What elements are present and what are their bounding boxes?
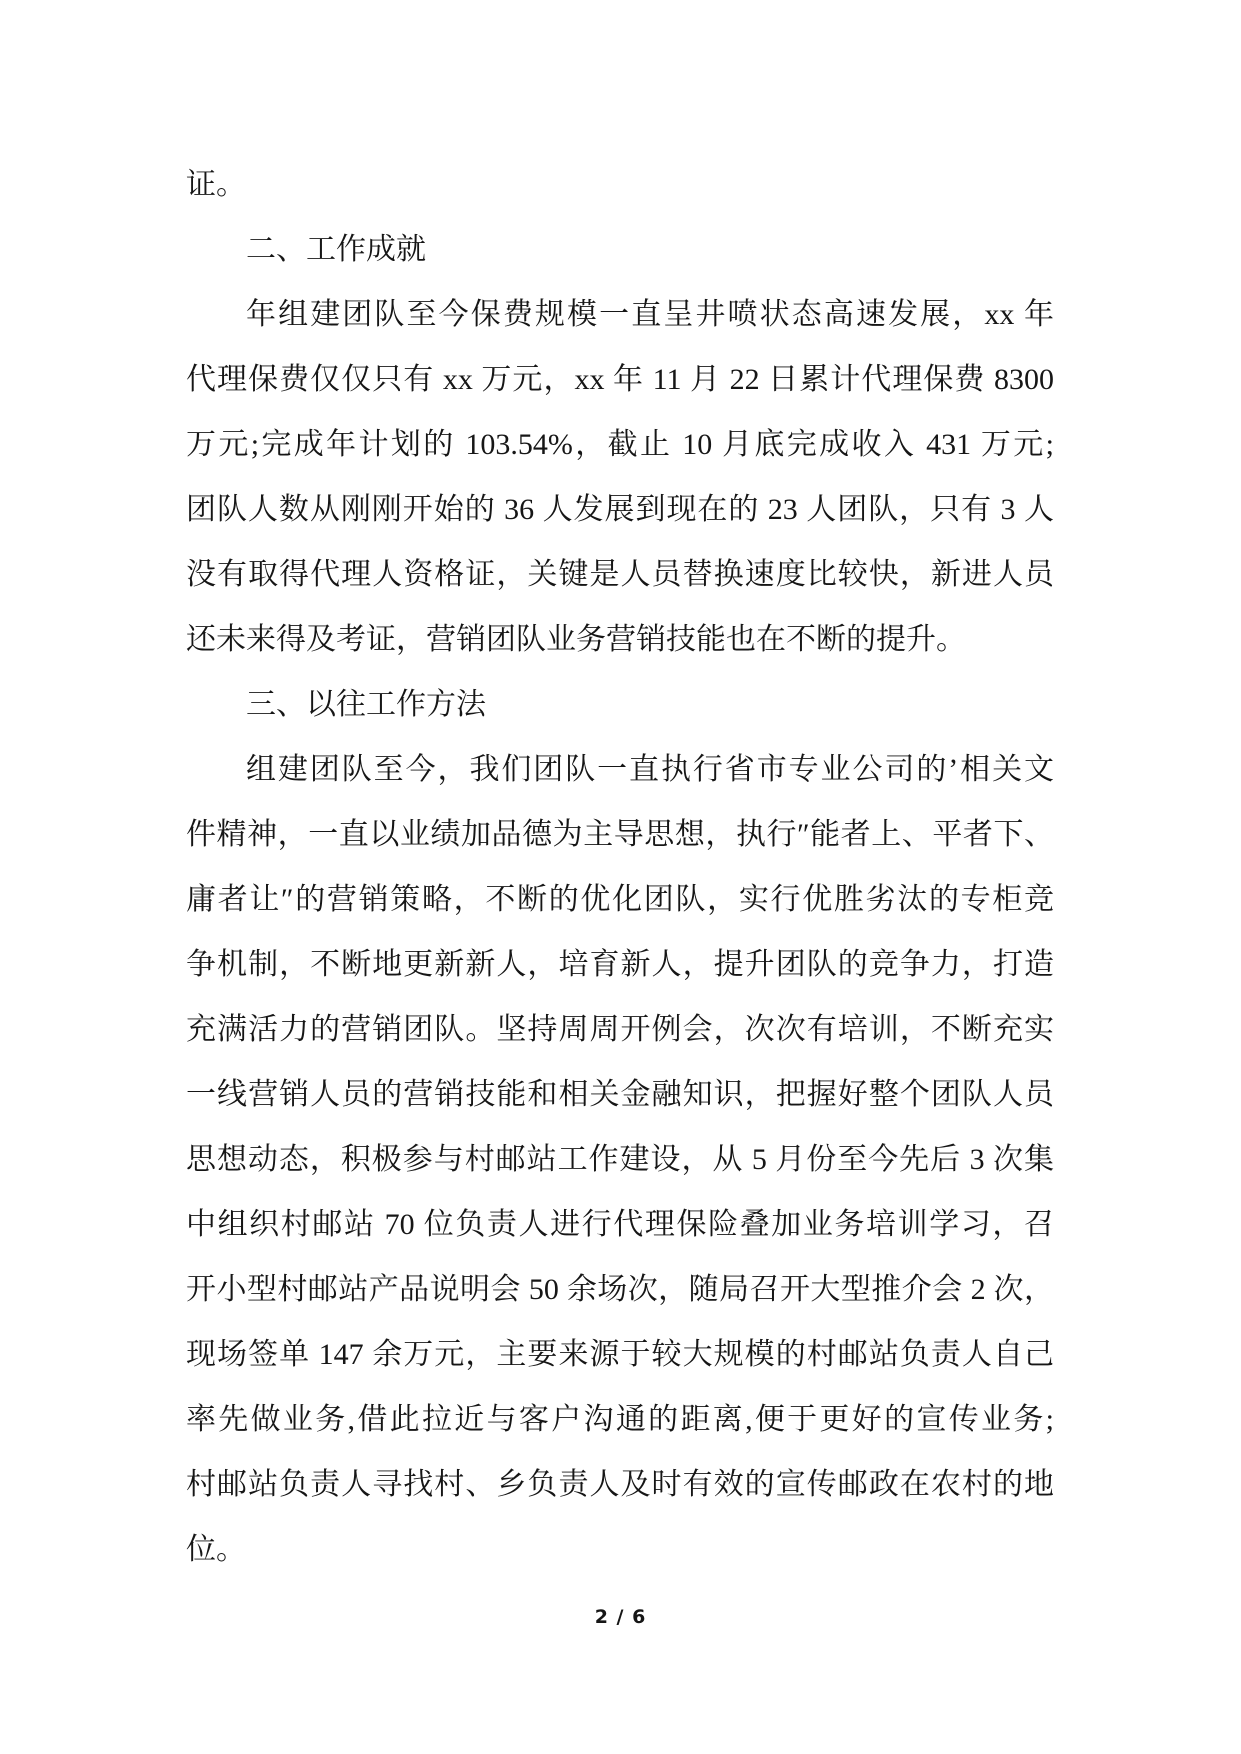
text-line: 位。 [186, 1533, 246, 1566]
text-line: 万元;完成年计划的 103.54%，截止 10 月底完成收入 431 万元; [186, 428, 1054, 461]
text-line: 现场签单 147 余万元，主要来源于较大规模的村邮站负责人自己 [186, 1338, 1054, 1371]
document-body [186, 152, 1054, 1582]
text-line: 中组织村邮站 70 位负责人进行代理保险叠加业务培训学习，召 [186, 1208, 1054, 1241]
section-heading: 二、工作成就 [246, 233, 426, 266]
text-line: 率先做业务,借此拉近与客户沟通的距离,便于更好的宣传业务; [186, 1403, 1054, 1436]
text-line: 组建团队至今，我们团队一直执行省市专业公司的’相关文 [246, 753, 1054, 786]
text-line: 还未来得及考证，营销团队业务营销技能也在不断的提升。 [186, 623, 966, 656]
text-line: 充满活力的营销团队。坚持周周开例会，次次有培训，不断充实 [186, 1013, 1054, 1046]
text-line: 件精神，一直以业绩加品德为主导思想，执行″能者上、平者下、 [186, 818, 1054, 851]
text-line: 争机制，不断地更新新人，培育新人，提升团队的竞争力，打造 [186, 948, 1054, 981]
text-line: 代理保费仅仅只有 xx 万元，xx 年 11 月 22 日累计代理保费 8300 [186, 363, 1054, 396]
text-line: 证。 [186, 168, 246, 201]
text-line: 开小型村邮站产品说明会 50 余场次，随局召开大型推介会 2 次， [186, 1273, 1054, 1306]
text-line: 一线营销人员的营销技能和相关金融知识，把握好整个团队人员 [186, 1078, 1054, 1111]
section-heading: 三、以往工作方法 [246, 688, 486, 721]
text-line: 庸者让″的营销策略，不断的优化团队，实行优胜劣汰的专柜竞 [186, 883, 1054, 916]
text-line: 思想动态，积极参与村邮站工作建设，从 5 月份至今先后 3 次集 [186, 1143, 1054, 1176]
page-number: 2 / 6 [594, 1606, 647, 1628]
text-line: 团队人数从刚刚开始的 36 人发展到现在的 23 人团队，只有 3 人 [186, 493, 1054, 526]
text-line: 村邮站负责人寻找村、乡负责人及时有效的宣传邮政在农村的地 [186, 1468, 1054, 1501]
text-line: 没有取得代理人资格证，关键是人员替换速度比较快，新进人员 [186, 558, 1054, 591]
text-line: 年组建团队至今保费规模一直呈井喷状态高速发展，xx 年 [246, 298, 1054, 331]
